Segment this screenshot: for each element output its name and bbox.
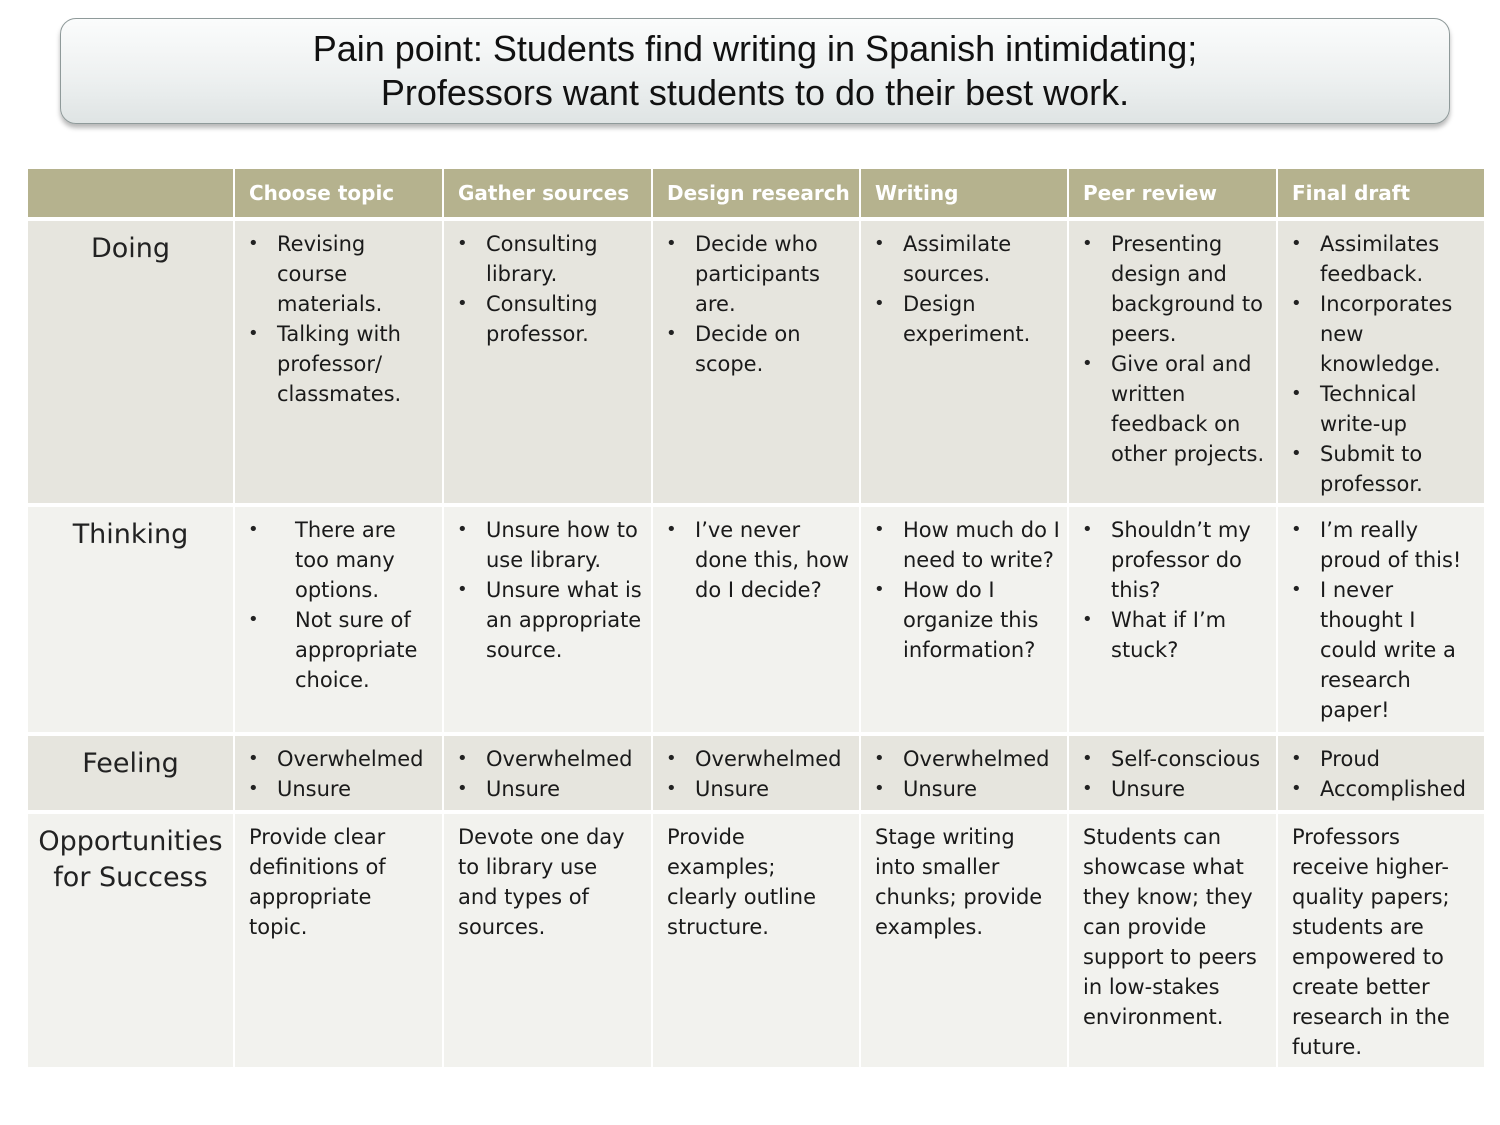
column-header-design-research: Design research — [653, 169, 859, 217]
bullet-list — [1069, 507, 1276, 665]
bullet-item: • How do I organize this information? — [903, 575, 1061, 665]
bullet-list — [444, 221, 651, 349]
doing-cell-choose-topic — [235, 221, 442, 503]
bullet-list — [1278, 736, 1484, 804]
bullet-item: • Self-conscious — [1111, 744, 1270, 774]
feeling-cell-design-research — [653, 736, 859, 810]
opportunity-cell-writing: Stage writing into smaller chunks; provide examples. — [861, 814, 1067, 1067]
bullet-list — [1278, 221, 1484, 499]
row-label-line: for Success — [53, 862, 208, 893]
row-label-thinking: Thinking — [28, 507, 233, 732]
bullet-item: • Unsure how to use library. — [486, 515, 645, 575]
bullet-item: • Shouldn’t my professor do this? — [1111, 515, 1270, 605]
feeling-cell-peer-review — [1069, 736, 1276, 810]
doing-cell-gather-sources — [444, 221, 651, 503]
bullet-list — [861, 221, 1067, 349]
bullet-item: • Unsure — [486, 774, 645, 804]
opportunity-cell-peer-review: Students can showcase what they know; they can provide support to peers in low-stakes environment. — [1069, 814, 1276, 1067]
bullet-item: • Unsure — [903, 774, 1061, 804]
bullet-list — [235, 736, 442, 804]
doing-cell-design-research — [653, 221, 859, 503]
opportunity-cell-design-research: Provide examples; clearly outline structure. — [653, 814, 859, 1067]
bullet-item: • I’ve never done this, how do I decide? — [695, 515, 853, 605]
feeling-cell-final-draft — [1278, 736, 1484, 810]
bullet-item: • Overwhelmed — [695, 744, 853, 774]
bullet-list — [653, 507, 859, 605]
bullet-item: • Design experiment. — [903, 289, 1061, 349]
banner-title-line-2: Professors want students to do their best work. — [380, 72, 1130, 113]
bullet-item: • Assimilate sources. — [903, 229, 1061, 289]
column-header-writing: Writing — [861, 169, 1067, 217]
column-header-gather-sources: Gather sources — [444, 169, 651, 217]
bullet-item: • I’m really proud of this! — [1320, 515, 1478, 575]
bullet-list — [444, 507, 651, 665]
opportunity-cell-final-draft: Professors receive higher-quality papers; students are empowered to create better research in the future. — [1278, 814, 1484, 1067]
thinking-cell-design-research — [653, 507, 859, 732]
column-header-choose-topic: Choose topic — [235, 169, 442, 217]
row-label-feeling: Feeling — [28, 736, 233, 810]
bullet-item: • Consulting professor. — [486, 289, 645, 349]
bullet-item: • Overwhelmed — [903, 744, 1061, 774]
bullet-item: • Decide on scope. — [695, 319, 853, 379]
opportunity-cell-choose-topic: Provide clear definitions of appropriate topic. — [235, 814, 442, 1067]
bullet-item: • Decide who participants are. — [695, 229, 853, 319]
bullet-list — [653, 736, 859, 804]
bullet-list — [1069, 736, 1276, 804]
bullet-item: • Technical write-up — [1320, 379, 1478, 439]
bullet-item: • Unsure what is an appropriate source. — [486, 575, 645, 665]
thinking-cell-gather-sources — [444, 507, 651, 732]
bullet-item: • What if I’m stuck? — [1111, 605, 1270, 665]
doing-cell-final-draft — [1278, 221, 1484, 503]
bullet-item: • Give oral and written feedback on other projects. — [1111, 349, 1270, 469]
bullet-item: • Submit to professor. — [1320, 439, 1478, 499]
bullet-item: • Unsure — [1111, 774, 1270, 804]
thinking-cell-choose-topic — [235, 507, 442, 732]
opportunity-cell-gather-sources: Devote one day to library use and types of sources. — [444, 814, 651, 1067]
row-label-doing: Doing — [28, 221, 233, 503]
pain-point-banner — [60, 18, 1450, 124]
bullet-item: • Revising course materials. — [277, 229, 436, 319]
thinking-cell-writing — [861, 507, 1067, 732]
column-header-peer-review: Peer review — [1069, 169, 1276, 217]
bullet-item: • Presenting design and background to peers. — [1111, 229, 1270, 349]
bullet-list — [235, 507, 442, 695]
doing-cell-writing — [861, 221, 1067, 503]
journey-map-table — [28, 169, 1484, 1067]
thinking-cell-final-draft — [1278, 507, 1484, 732]
feeling-cell-gather-sources — [444, 736, 651, 810]
banner-title-line-1: Pain point: Students find writing in Spanish intimidating; — [312, 28, 1198, 69]
bullet-item: • Talking with professor/ classmates. — [277, 319, 436, 409]
row-label-opportunities — [28, 814, 233, 1067]
bullet-item: • Overwhelmed — [486, 744, 645, 774]
header-corner — [28, 169, 233, 217]
bullet-list — [1278, 507, 1484, 725]
bullet-item: • Unsure — [695, 774, 853, 804]
doing-cell-peer-review — [1069, 221, 1276, 503]
row-label-line: Opportunities — [38, 826, 223, 857]
bullet-list — [1069, 221, 1276, 469]
bullet-item: • Assimilates feedback. — [1320, 229, 1478, 289]
bullet-list — [861, 736, 1067, 804]
bullet-item: • Consulting library. — [486, 229, 645, 289]
bullet-list — [444, 736, 651, 804]
bullet-item: • Not sure of appropriate choice. — [295, 605, 436, 695]
bullet-item: • Overwhelmed — [277, 744, 436, 774]
bullet-list — [861, 507, 1067, 665]
bullet-item: • Proud — [1320, 744, 1478, 774]
feeling-cell-writing — [861, 736, 1067, 810]
bullet-list — [235, 221, 442, 409]
bullet-item: • Unsure — [277, 774, 436, 804]
bullet-item: • There are too many options. — [295, 515, 436, 605]
bullet-item: • Incorporates new knowledge. — [1320, 289, 1478, 379]
column-header-final-draft: Final draft — [1278, 169, 1484, 217]
feeling-cell-choose-topic — [235, 736, 442, 810]
bullet-item: • Accomplished — [1320, 774, 1478, 804]
thinking-cell-peer-review — [1069, 507, 1276, 732]
bullet-list — [653, 221, 859, 379]
bullet-item: • How much do I need to write? — [903, 515, 1061, 575]
bullet-item: • I never thought I could write a research paper! — [1320, 575, 1478, 725]
